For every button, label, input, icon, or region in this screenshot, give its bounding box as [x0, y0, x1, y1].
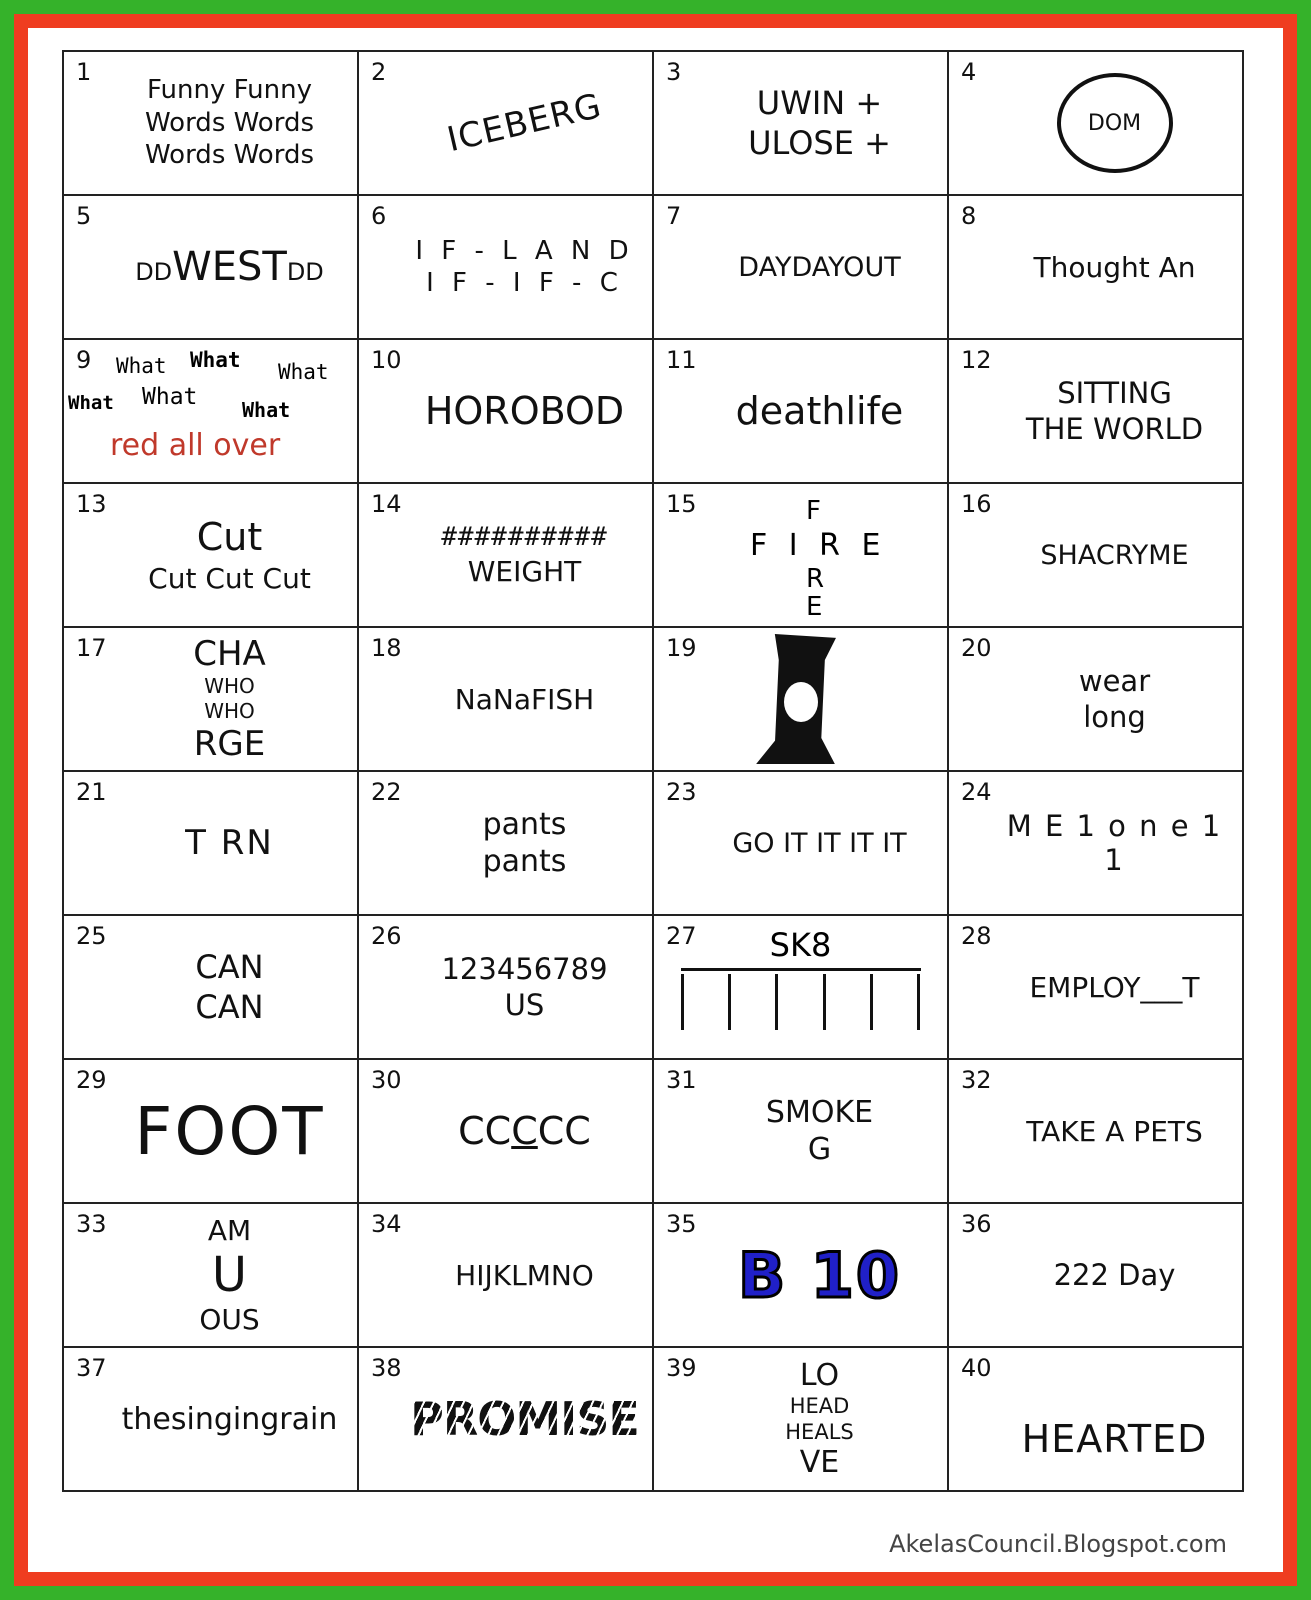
puzzle-part: R — [806, 564, 825, 594]
puzzle-line: Cut Cut Cut — [148, 562, 311, 596]
puzzle-text: EMPLOY___T — [1029, 970, 1200, 1004]
puzzle-number: 12 — [961, 346, 992, 374]
puzzle-text: T RN — [185, 823, 274, 863]
puzzle-line: G — [807, 1132, 832, 1167]
puzzle-content — [64, 772, 357, 914]
puzzle-text: NaNaFISH — [454, 682, 595, 716]
puzzle-number: 4 — [961, 58, 977, 86]
puzzle-content — [64, 484, 357, 626]
puzzle-line: US — [504, 988, 545, 1022]
puzzle-number: 34 — [371, 1210, 402, 1238]
puzzle-main: WEST — [172, 244, 287, 290]
puzzle-content — [949, 1204, 1242, 1346]
puzzle-cell-18 — [359, 628, 654, 772]
puzzle-grid — [62, 50, 1244, 1492]
puzzle-content — [359, 628, 652, 770]
puzzle-line: SITTING — [1057, 375, 1172, 410]
puzzle-line: pants — [482, 806, 567, 842]
puzzle-stack — [204, 674, 255, 724]
puzzle-content — [359, 52, 652, 194]
fence-posts-icon — [681, 974, 921, 1030]
puzzle-line: Words Words — [144, 140, 314, 171]
puzzle-text: DAYDAYOUT — [738, 251, 901, 283]
puzzle-number: 25 — [76, 922, 107, 950]
puzzle-word: What — [68, 392, 114, 414]
puzzle-suffix: VE — [799, 1445, 840, 1481]
puzzle-cell-1 — [64, 52, 359, 196]
puzzle-content — [64, 628, 357, 770]
puzzle-content — [949, 916, 1242, 1058]
puzzle-content — [359, 1060, 652, 1202]
puzzle-content — [949, 1348, 1242, 1490]
fence-post-icon — [917, 974, 920, 1030]
puzzle-text: DOM — [1087, 110, 1142, 136]
puzzle-content — [359, 772, 652, 914]
puzzle-cell-15 — [654, 484, 949, 628]
puzzle-cell-29 — [64, 1060, 359, 1204]
puzzle-content — [654, 52, 947, 194]
puzzle-suffix: DD — [286, 258, 324, 286]
puzzle-number: 21 — [76, 778, 107, 806]
puzzle-prefix: CHA — [193, 634, 266, 674]
puzzle-cell-13 — [64, 484, 359, 628]
puzzle-cell-17 — [64, 628, 359, 772]
puzzle-cell-9 — [64, 340, 359, 484]
puzzle-line: UWIN + — [756, 84, 883, 122]
puzzle-text: HEARTED — [1021, 1417, 1208, 1461]
puzzle-line: ########## — [441, 522, 608, 553]
puzzle-cell-8 — [949, 196, 1244, 340]
puzzle-text: B 10 — [737, 1238, 902, 1312]
puzzle-content — [359, 1204, 652, 1346]
puzzle-cell-21 — [64, 772, 359, 916]
puzzle-content — [654, 196, 947, 338]
puzzle-cell-6 — [359, 196, 654, 340]
credit-text: AkelasCouncil.Blogspot.com — [889, 1530, 1227, 1558]
puzzle-number: 31 — [666, 1066, 697, 1094]
puzzle-cell-16 — [949, 484, 1244, 628]
puzzle-number: 3 — [666, 58, 682, 86]
puzzle-word: What — [142, 384, 198, 410]
puzzle-line: WEIGHT — [467, 554, 582, 588]
puzzle-part: E — [806, 592, 823, 622]
puzzle-main: U — [211, 1247, 248, 1303]
puzzle-suffix: OUS — [199, 1303, 260, 1336]
puzzle-stack-line: WHO — [204, 674, 255, 698]
puzzle-text: Thought An — [1033, 250, 1196, 284]
puzzle-number: 13 — [76, 490, 107, 518]
fence-post-icon — [775, 974, 778, 1030]
puzzle-content — [64, 196, 357, 338]
puzzle-content — [654, 1204, 947, 1346]
puzzle-content — [359, 1348, 652, 1490]
puzzle-cell-3 — [654, 52, 949, 196]
puzzle-text: PROMISE — [410, 1392, 639, 1446]
puzzle-text: SK8 — [769, 926, 832, 964]
puzzle-text-group — [135, 244, 324, 290]
puzzle-content — [949, 628, 1242, 770]
puzzle-cell-5 — [64, 196, 359, 340]
puzzle-content — [64, 52, 357, 194]
puzzle-content — [654, 1348, 947, 1490]
puzzle-number: 26 — [371, 922, 402, 950]
puzzle-part: F I R E — [750, 528, 887, 563]
puzzle-word: What — [116, 354, 167, 378]
puzzle-cell-34 — [359, 1204, 654, 1348]
puzzle-text: M E 1 o n e 1 1 — [1006, 809, 1223, 877]
puzzle-content — [359, 916, 652, 1058]
puzzle-line: THE WORLD — [1025, 412, 1204, 446]
puzzle-cell-36 — [949, 1204, 1244, 1348]
puzzle-text: TAKE A PETS — [1026, 1114, 1203, 1148]
puzzle-line: long — [1083, 700, 1146, 734]
puzzle-line: Cut — [196, 514, 263, 559]
fence-post-icon — [728, 974, 731, 1030]
puzzle-text: 222 Day — [1053, 1258, 1176, 1292]
puzzle-cell-26 — [359, 916, 654, 1060]
puzzle-word: What — [190, 348, 241, 372]
puzzle-number: 27 — [666, 922, 697, 950]
puzzle-cell-11 — [654, 340, 949, 484]
puzzle-number: 33 — [76, 1210, 107, 1238]
puzzle-cell-30 — [359, 1060, 654, 1204]
puzzle-content — [359, 340, 652, 482]
puzzle-content — [654, 340, 947, 482]
puzzle-content — [64, 1204, 357, 1346]
puzzle-cell-31 — [654, 1060, 949, 1204]
fence-post-icon — [681, 974, 684, 1030]
fence-post-icon — [823, 974, 826, 1030]
puzzle-text: deathlife — [735, 389, 904, 433]
puzzle-number: 5 — [76, 202, 92, 230]
puzzle-number: 35 — [666, 1210, 697, 1238]
puzzle-cell-2 — [359, 52, 654, 196]
puzzle-number: 15 — [666, 490, 697, 518]
puzzle-cell-10 — [359, 340, 654, 484]
puzzle-content — [654, 1060, 947, 1202]
puzzle-cell-20 — [949, 628, 1244, 772]
puzzle-number: 19 — [666, 634, 697, 662]
puzzle-word: What — [242, 398, 291, 422]
puzzle-content — [64, 916, 357, 1058]
puzzle-cell-14 — [359, 484, 654, 628]
puzzle-cell-27 — [654, 916, 949, 1060]
puzzle-number: 18 — [371, 634, 402, 662]
puzzle-number: 10 — [371, 346, 402, 374]
puzzle-content — [949, 196, 1242, 338]
puzzle-number: 17 — [76, 634, 107, 662]
puzzle-content — [64, 1348, 357, 1490]
puzzle-suffix: RGE — [193, 724, 266, 764]
puzzle-stack — [785, 1393, 853, 1446]
puzzle-content — [359, 196, 652, 338]
puzzle-line: CAN — [195, 948, 264, 986]
puzzle-number: 9 — [76, 346, 92, 374]
puzzle-cell-23 — [654, 772, 949, 916]
puzzle-content — [949, 52, 1242, 194]
puzzle-number: 2 — [371, 58, 387, 86]
puzzle-line: ULOSE + — [748, 124, 891, 162]
puzzle-text: HIJKLMNO — [455, 1258, 594, 1292]
puzzle-word: What — [278, 360, 329, 384]
puzzle-stack-line: HEALS — [785, 1420, 854, 1444]
puzzle-number: 29 — [76, 1066, 107, 1094]
puzzle-prefix: DD — [135, 258, 173, 286]
puzzle-line: Funny Funny — [147, 75, 312, 106]
puzzle-number: 30 — [371, 1066, 402, 1094]
puzzle-number: 1 — [76, 58, 92, 86]
puzzle-number: 11 — [666, 346, 697, 374]
puzzle-content — [949, 1060, 1242, 1202]
puzzle-suffix: CC — [537, 1109, 591, 1153]
puzzle-prefix: CC — [458, 1109, 512, 1153]
puzzle-number: 14 — [371, 490, 402, 518]
fence-rail-icon — [681, 968, 921, 971]
puzzle-line: CAN — [195, 988, 264, 1026]
puzzle-number: 24 — [961, 778, 992, 806]
puzzle-cell-38 — [359, 1348, 654, 1492]
puzzle-cell-4 — [949, 52, 1244, 196]
puzzle-line: I F - L A N D — [415, 235, 634, 266]
puzzle-cell-39 — [654, 1348, 949, 1492]
puzzle-cell-19 — [654, 628, 949, 772]
puzzle-text: FOOT — [134, 1092, 325, 1170]
puzzle-cell-35 — [654, 1204, 949, 1348]
puzzle-number: 8 — [961, 202, 977, 230]
puzzle-line: pants — [482, 844, 567, 879]
puzzle-number: 39 — [666, 1354, 697, 1382]
puzzle-text: ICEBERG — [443, 85, 606, 161]
puzzle-text: SHACRYME — [1040, 539, 1189, 571]
puzzle-line: I F - I F - C — [426, 268, 623, 298]
fence-post-icon — [870, 974, 873, 1030]
puzzle-content — [654, 772, 947, 914]
puzzle-stack-line: WHO — [204, 699, 255, 723]
oval-shape — [1057, 73, 1173, 173]
puzzle-cell-40 — [949, 1348, 1244, 1492]
puzzle-cell-25 — [64, 916, 359, 1060]
puzzle-number: 16 — [961, 490, 992, 518]
puzzle-cell-28 — [949, 916, 1244, 1060]
puzzle-text: GO IT IT IT IT — [732, 827, 907, 859]
puzzle-line: 123456789 — [441, 951, 608, 986]
puzzle-red-text: red all over — [110, 428, 281, 463]
puzzle-text: thesingingrain — [121, 1401, 338, 1437]
puzzle-number: 28 — [961, 922, 992, 950]
worksheet-sheet — [28, 28, 1283, 1572]
puzzle-content — [64, 1060, 357, 1202]
puzzle-line: Words Words — [144, 107, 314, 138]
puzzle-line: SMOKE — [765, 1094, 874, 1130]
puzzle-cell-7 — [654, 196, 949, 340]
puzzle-content — [949, 484, 1242, 626]
puzzle-number: 23 — [666, 778, 697, 806]
puzzle-content — [359, 484, 652, 626]
figure-hole-icon — [784, 682, 818, 722]
puzzle-content — [949, 340, 1242, 482]
puzzle-content — [949, 772, 1242, 914]
puzzle-prefix: AM — [207, 1214, 252, 1247]
puzzle-cell-12 — [949, 340, 1244, 484]
puzzle-number: 7 — [666, 202, 682, 230]
puzzle-cell-33 — [64, 1204, 359, 1348]
puzzle-number: 38 — [371, 1354, 402, 1382]
puzzle-number: 36 — [961, 1210, 992, 1238]
puzzle-part: F — [806, 496, 821, 526]
puzzle-line: wear — [1078, 663, 1151, 698]
puzzle-number: 22 — [371, 778, 402, 806]
puzzle-number: 32 — [961, 1066, 992, 1094]
puzzle-cell-32 — [949, 1060, 1244, 1204]
puzzle-cell-37 — [64, 1348, 359, 1492]
puzzle-text: HOROBOD — [424, 389, 625, 433]
puzzle-prefix: LO — [799, 1357, 840, 1393]
puzzle-cell-24 — [949, 772, 1244, 916]
puzzle-stack-line: HEAD — [789, 1393, 850, 1418]
puzzle-number: 37 — [76, 1354, 107, 1382]
puzzle-text-group — [458, 1109, 591, 1153]
puzzle-number: 40 — [961, 1354, 992, 1382]
puzzle-underlined: C — [511, 1109, 538, 1153]
puzzle-number: 6 — [371, 202, 387, 230]
puzzle-number: 20 — [961, 634, 992, 662]
puzzle-cell-22 — [359, 772, 654, 916]
